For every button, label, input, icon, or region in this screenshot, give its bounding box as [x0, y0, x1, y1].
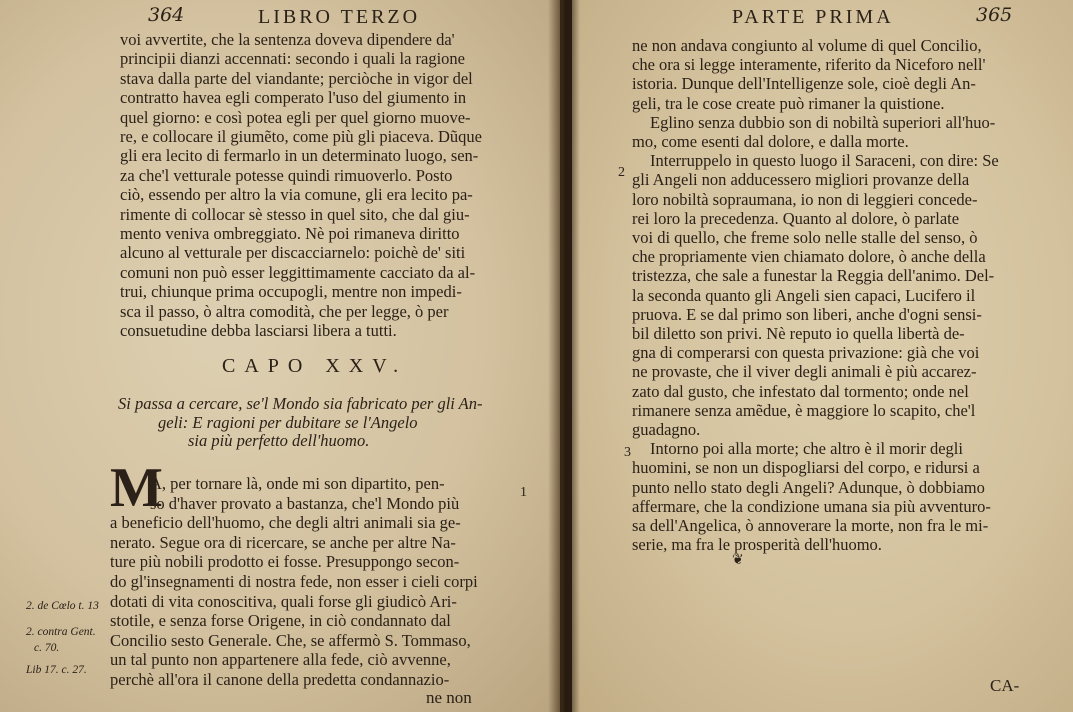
right-catchword: CA- [990, 676, 1020, 695]
text-line: trui, chiunque prima occupogli, mentre non impedi- [120, 282, 462, 302]
text-line: Si passa a cercare, se'l Mondo sia fabricato per gli An- [118, 394, 483, 413]
text-line: stava dalla parte del viandante; perciòche in vigor del [120, 68, 473, 88]
text-line: gli era lecito di fermarlo in un determinato luogo, sen- [120, 146, 479, 166]
right-page-number: 365 [976, 4, 1013, 26]
text-line: guadagno. [632, 420, 701, 439]
text-line: affermare, che la condizione umana sia più avventuro- [632, 496, 991, 516]
right-margin-number: 3 [624, 445, 631, 460]
text-line: contratto havea egli comperato l'uso del giumento in [120, 88, 467, 108]
text-line: bil diletto son privi. Nè reputo io quella libertà de- [632, 324, 965, 343]
text-line: Concilio sesto Generale. Che, se affermò S. Tommaso, [110, 630, 471, 650]
text-line: Intorno poi alla morte; che altro è il morir degli [650, 439, 963, 459]
text-line: la seconda quanto gli Angeli sien capaci, Lucifero il [632, 285, 976, 305]
text-line: ne provaste, che il viver degli animali è più accarez- [632, 362, 977, 382]
right-running-head: PARTE PRIMA [732, 6, 894, 28]
text-line: ture più nobili prodotto ei fosse. Presuppongo secon- [110, 552, 460, 572]
text-line: so d'haver provato a bastanza, che'l Mondo più [150, 493, 460, 513]
text-line: gli Angeli non adducessero migliori provanze della [632, 170, 970, 190]
text-line: geli: E ragioni per dubitare se l'Angelo [158, 412, 418, 432]
text-line: istoria. Dunque dell'Intelligenze sole, cioè degli An- [632, 74, 976, 94]
right-margin-number: 2 [618, 165, 625, 180]
text-line: do gl'insegnamenti di nostra fede, non esser i cieli corpi [110, 572, 478, 591]
margin-note: 2. contra Gent. [26, 626, 96, 638]
text-line: mo, come esenti dal dolore, e dalla morte. [632, 132, 909, 151]
text-line: perchè all'ora il canone della predetta condannazio- [110, 670, 450, 689]
right-page [572, 0, 1073, 712]
left-margin-number: 1 [520, 485, 527, 500]
text-line: rei loro la precedenza. Quanto al dolore, ò parlate [632, 208, 960, 228]
text-line: huomini, se non un dispogliarsi del corpo, e ridursi a [632, 458, 980, 478]
text-line: alcuno al vetturale per discacciarnelo: poichè de' siti [120, 243, 466, 263]
text-line: comuni non può esser leggittimamente cacciato da al- [120, 262, 476, 282]
text-line: za che'l vetturale potesse quindi rimuoverlo. Posto [120, 165, 453, 185]
text-line: tristezza, che sale a funestar la Reggia dell'animo. Del- [632, 266, 995, 286]
text-line: che propriamente vien chiamato dolore, ò anche della [632, 247, 986, 267]
text-line: voi avvertite, che la sentenza doveva dipendere da' [120, 30, 455, 49]
left-page-number: 364 [148, 4, 185, 26]
text-line: punto nello stato degli Angeli? Adunque, ò dobbiamo [632, 477, 985, 497]
left-running-head: LIBRO TERZO [258, 6, 421, 28]
text-line: mento veniva ombreggiato. Nè poi rimaneva diritto [120, 224, 460, 243]
drop-cap: M [110, 457, 163, 519]
text-line: stotile, e senza forse Origene, in ciò condannato dal [110, 611, 451, 631]
text-line: voi di quello, che freme solo nelle stalle del senso, ò [632, 228, 978, 247]
text-line: rimente di collocar sè stesso in quel sito, che dal giu- [120, 204, 470, 224]
text-line: consuetudine debba lasciarsi libera a tutti. [120, 321, 397, 340]
text-line: ciò, essendo per altro la via comune, gli era lecito pa- [120, 185, 473, 205]
text-line: sia più perfetto dell'huomo. [188, 431, 370, 450]
text-line: serie, ma fra le prosperità dell'huomo. [632, 535, 882, 555]
text-line: rimanere senza amẽdue, è maggiore lo scapito, che'l [632, 400, 976, 420]
ornament-icon: ❦ [732, 552, 744, 568]
text-line: quel giorno: e così potea egli per quel giorno muove- [120, 107, 471, 127]
text-line: principii dianzi accennati: secondo i quali la ragione [120, 49, 465, 69]
text-line: a beneficio dell'huomo, che degli altri animali sia ge- [110, 513, 461, 533]
text-line: un tal punto non appartenere alla fede, ciò avvenne, [110, 650, 451, 670]
text-line: Interruppelo in questo luogo il Saraceni, con dire: Se [650, 151, 999, 171]
margin-note: c. 70. [34, 642, 60, 654]
text-line: pruova. E se dal primo son liberi, anche d'ogni sensi- [632, 304, 982, 324]
text-line: ne non andava congiunto al volume di quel Concilio, [632, 36, 982, 55]
text-line: sca il passo, ò altra comodità, che per legge, ò per [120, 301, 449, 321]
text-line: gna di comperarsi con questa privazione: già che voi [632, 343, 980, 363]
margin-note: 2. de Cœlo t. 13 [26, 600, 99, 612]
text-line: dotati di vita conoscitiva, quali forse gli giudicò Ari- [110, 591, 457, 611]
text-line: sa dell'Angelica, ò annoverare la morte, non fra le mi- [632, 516, 989, 535]
text-line: re, e collocare il giumẽto, come più gli piaceva. Dũque [120, 127, 482, 146]
chapter-heading: CAPO XXV. [222, 355, 408, 377]
text-line: A, per tornare là, onde mi son dipartito, pen- [150, 474, 445, 493]
text-line: che ora si legge interamente, riferito da Niceforo nell' [632, 55, 986, 75]
margin-note: Lib 17. c. 27. [26, 664, 87, 676]
text-line: geli, tra le cose create può rimaner la quistione. [632, 93, 945, 113]
text-line: Eglino senza dubbio son di nobiltà superiori all'huo- [650, 112, 996, 132]
text-line: zato dal gusto, che infestato dal tormento; onde nel [632, 381, 969, 401]
text-line: loro nobiltà sopraumana, io non di leggieri concede- [632, 189, 978, 209]
left-catchword: ne non [426, 688, 472, 707]
text-line: nerato. Segue ora di ricercare, se anche per altre Na- [110, 532, 456, 552]
